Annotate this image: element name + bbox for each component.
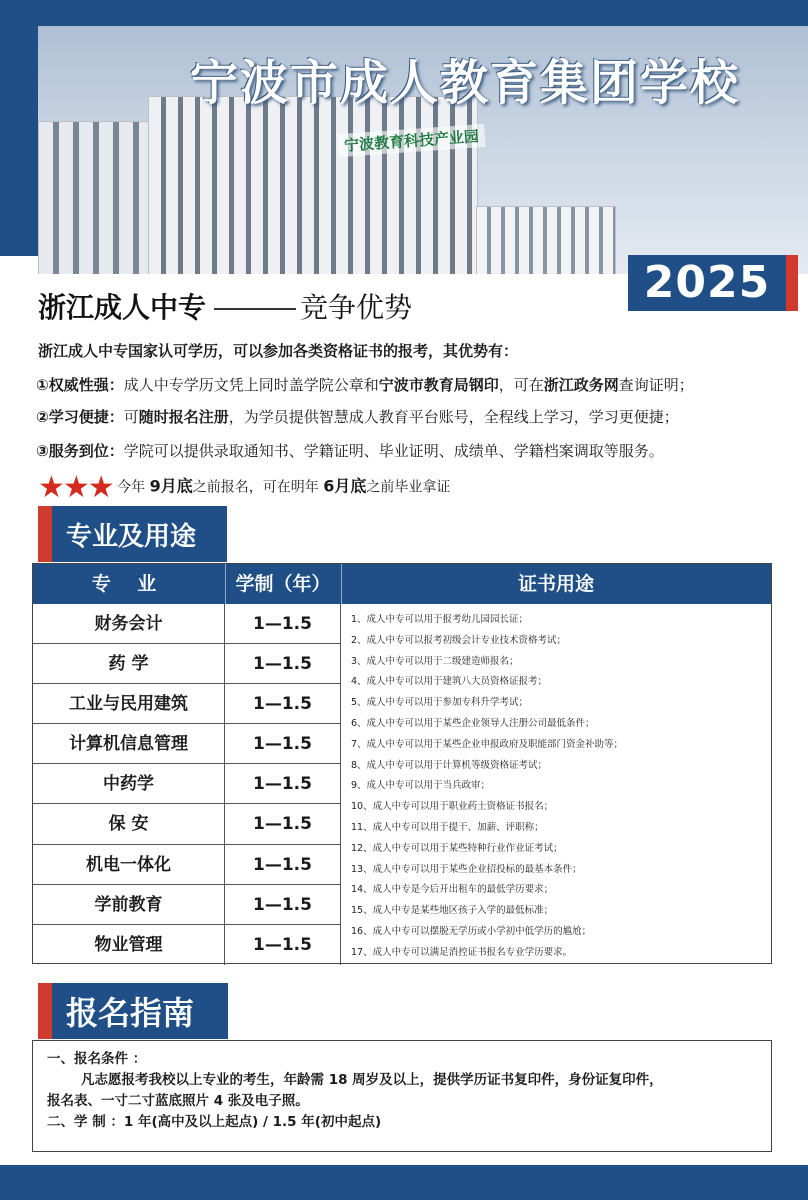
table-row <box>33 684 341 724</box>
major-name: 药 学 <box>33 644 225 683</box>
major-duration: 1—1.5 <box>225 804 341 843</box>
majors-section-title: 专业及用途 <box>52 506 227 562</box>
major-name: 工业与民用建筑 <box>33 684 225 723</box>
certificate-uses-list <box>351 610 767 964</box>
header-separator <box>341 564 342 604</box>
advantage-text: 可 <box>123 408 139 426</box>
advantage-bold: 浙江政务网 <box>543 376 619 394</box>
list-item: 5、成人中专可以用于参加专科升学考试； <box>351 697 529 709</box>
guide-section-header <box>38 983 228 1039</box>
table-row <box>33 764 341 804</box>
deadline-bold: 9月底 <box>149 476 193 496</box>
deadline-line <box>38 470 450 505</box>
table-row <box>33 644 341 684</box>
advantage-convenience <box>36 406 679 427</box>
deadline-bold: 6月底 <box>323 476 367 496</box>
list-item: 8、成人中专可以用于计算机等级资格证考试； <box>351 759 548 771</box>
major-duration: 1—1.5 <box>225 604 341 643</box>
header-separator <box>225 564 226 604</box>
star-icon: ★★★ <box>38 470 113 505</box>
list-item: 15、成人中专是某些地区孩子入学的最低标准； <box>351 905 554 917</box>
deadline-text: 今年 <box>117 479 146 496</box>
list-item: 1、成人中专可以用于报考幼儿园园长证； <box>351 614 529 625</box>
guide-duration: 二、学 制 ：1 年(高中及以上起点) / 1.5 年(初中起点) <box>47 1114 382 1130</box>
major-name: 机电一体化 <box>33 845 225 884</box>
major-duration: 1—1.5 <box>225 644 341 683</box>
advantage-service <box>36 440 664 461</box>
competition-heading-sub: 竞争优势 <box>300 291 413 324</box>
list-item: 14、成人中专是今后开出租车的最低学历要求； <box>351 884 554 896</box>
header-duration: 学制（年） <box>235 573 331 595</box>
major-duration: 1—1.5 <box>225 925 341 965</box>
major-name: 计算机信息管理 <box>33 724 225 763</box>
advantage-text: 成人中专学历文凭上同时盖学院公章和 <box>123 376 379 394</box>
list-item: 7、成人中专可以用于某些企业申报政府及职能部门资金补助等； <box>351 738 624 750</box>
bottom-bar <box>0 1165 808 1200</box>
majors-section-header <box>38 506 227 562</box>
list-item: 13、成人中专可以用于某些企业招投标的最基本条件； <box>351 863 582 875</box>
section-accent <box>38 983 52 1039</box>
building-main <box>148 96 478 274</box>
advantage-bold: 随时报名注册 <box>138 408 229 426</box>
major-duration: 1—1.5 <box>225 724 341 763</box>
majors-rows <box>33 604 341 965</box>
table-header <box>33 564 771 604</box>
building-right <box>476 206 616 274</box>
advantage-text: ，可在 <box>498 376 544 394</box>
left-accent-bar <box>0 26 38 256</box>
table-row <box>33 604 341 644</box>
advantage-label: ③服务到位： <box>36 442 124 460</box>
heading-divider <box>214 308 296 310</box>
list-item: 17、成人中专可以满足消控证书报名专业学历要求。 <box>351 946 573 958</box>
deadline-text: 之前报名，可在明年 <box>192 479 319 496</box>
advantage-text: 学院可以提供录取通知书、学籍证明、毕业证明、成绩单、学籍档案调取等服务。 <box>123 442 664 460</box>
competition-heading <box>38 286 412 326</box>
advantage-text: ，为学员提供智慧成人教育平台账号，全程线上学习，学习更便捷； <box>228 408 679 426</box>
table-row <box>33 845 341 885</box>
guide-section-title: 报名指南 <box>52 983 228 1039</box>
building-left <box>38 121 153 274</box>
competition-heading-main: 浙江成人中专 <box>38 291 207 324</box>
list-item: 6、成人中专可以用于某些企业领导人注册公司最低条件； <box>351 717 595 729</box>
major-duration: 1—1.5 <box>225 684 341 723</box>
majors-table <box>32 563 772 964</box>
major-name: 中药学 <box>33 764 225 803</box>
advantage-text: 查询证明； <box>618 376 694 394</box>
guide-condition-title: 一、报名条件 ： <box>47 1051 147 1067</box>
list-item: 16、成人中专可以摆脱无学历或小学初中低学历的尴尬； <box>351 925 592 937</box>
building-sign: 宁波教育科技产业园 <box>337 124 485 157</box>
year-badge: 2025 <box>628 255 798 311</box>
table-row <box>33 925 341 965</box>
guide-condition-text: 凡志愿报考我校以上专业的考生，年龄需 18 周岁及以上，提供学历证书复印件，身份证复印件， <box>81 1072 663 1088</box>
list-item: 3、成人中专可以用于二级建造师报名； <box>351 655 519 667</box>
major-duration: 1—1.5 <box>225 885 341 924</box>
header-uses: 证书用途 <box>517 573 594 595</box>
list-item: 4、成人中专可以用于建筑八大员资格证报考； <box>351 676 548 688</box>
list-item: 10、成人中专可以用于职业药士资格证书报名； <box>351 801 554 813</box>
list-item: 12、成人中专可以用于某些特种行业作业证考试； <box>351 842 563 854</box>
major-duration: 1—1.5 <box>225 764 341 803</box>
deadline-text: 之前毕业拿证 <box>366 479 451 496</box>
competition-intro: 浙江成人中专国家认可学历，可以参加各类资格证书的报考，其优势有： <box>38 342 519 360</box>
table-row <box>33 804 341 844</box>
header-major: 专 业 <box>91 573 167 595</box>
advantage-authority <box>36 374 694 395</box>
major-name: 保 安 <box>33 804 225 843</box>
advantage-bold: 宁波市教育局钢印 <box>378 376 499 394</box>
table-row <box>33 885 341 925</box>
top-bar <box>0 0 808 26</box>
section-accent <box>38 506 52 562</box>
major-name: 学前教育 <box>33 885 225 924</box>
list-item: 2、成人中专可以报考初级会计专业技术资格考试； <box>351 634 567 646</box>
list-item: 11、成人中专可以用于提干、加薪、评职称； <box>351 821 544 833</box>
major-name: 物业管理 <box>33 925 225 965</box>
list-item: 9、成人中专可以用于当兵政审； <box>351 780 491 792</box>
school-title: 宁波市成人教育集团学校 <box>190 55 741 111</box>
table-row <box>33 724 341 764</box>
major-name: 财务会计 <box>33 604 225 643</box>
advantage-label: ①权威性强： <box>36 376 124 394</box>
guide-box <box>32 1040 772 1152</box>
advantage-label: ②学习便捷： <box>36 408 124 426</box>
major-duration: 1—1.5 <box>225 845 341 884</box>
guide-condition-text2: 报名表、一寸二寸蓝底照片 4 张及电子照。 <box>47 1093 309 1109</box>
